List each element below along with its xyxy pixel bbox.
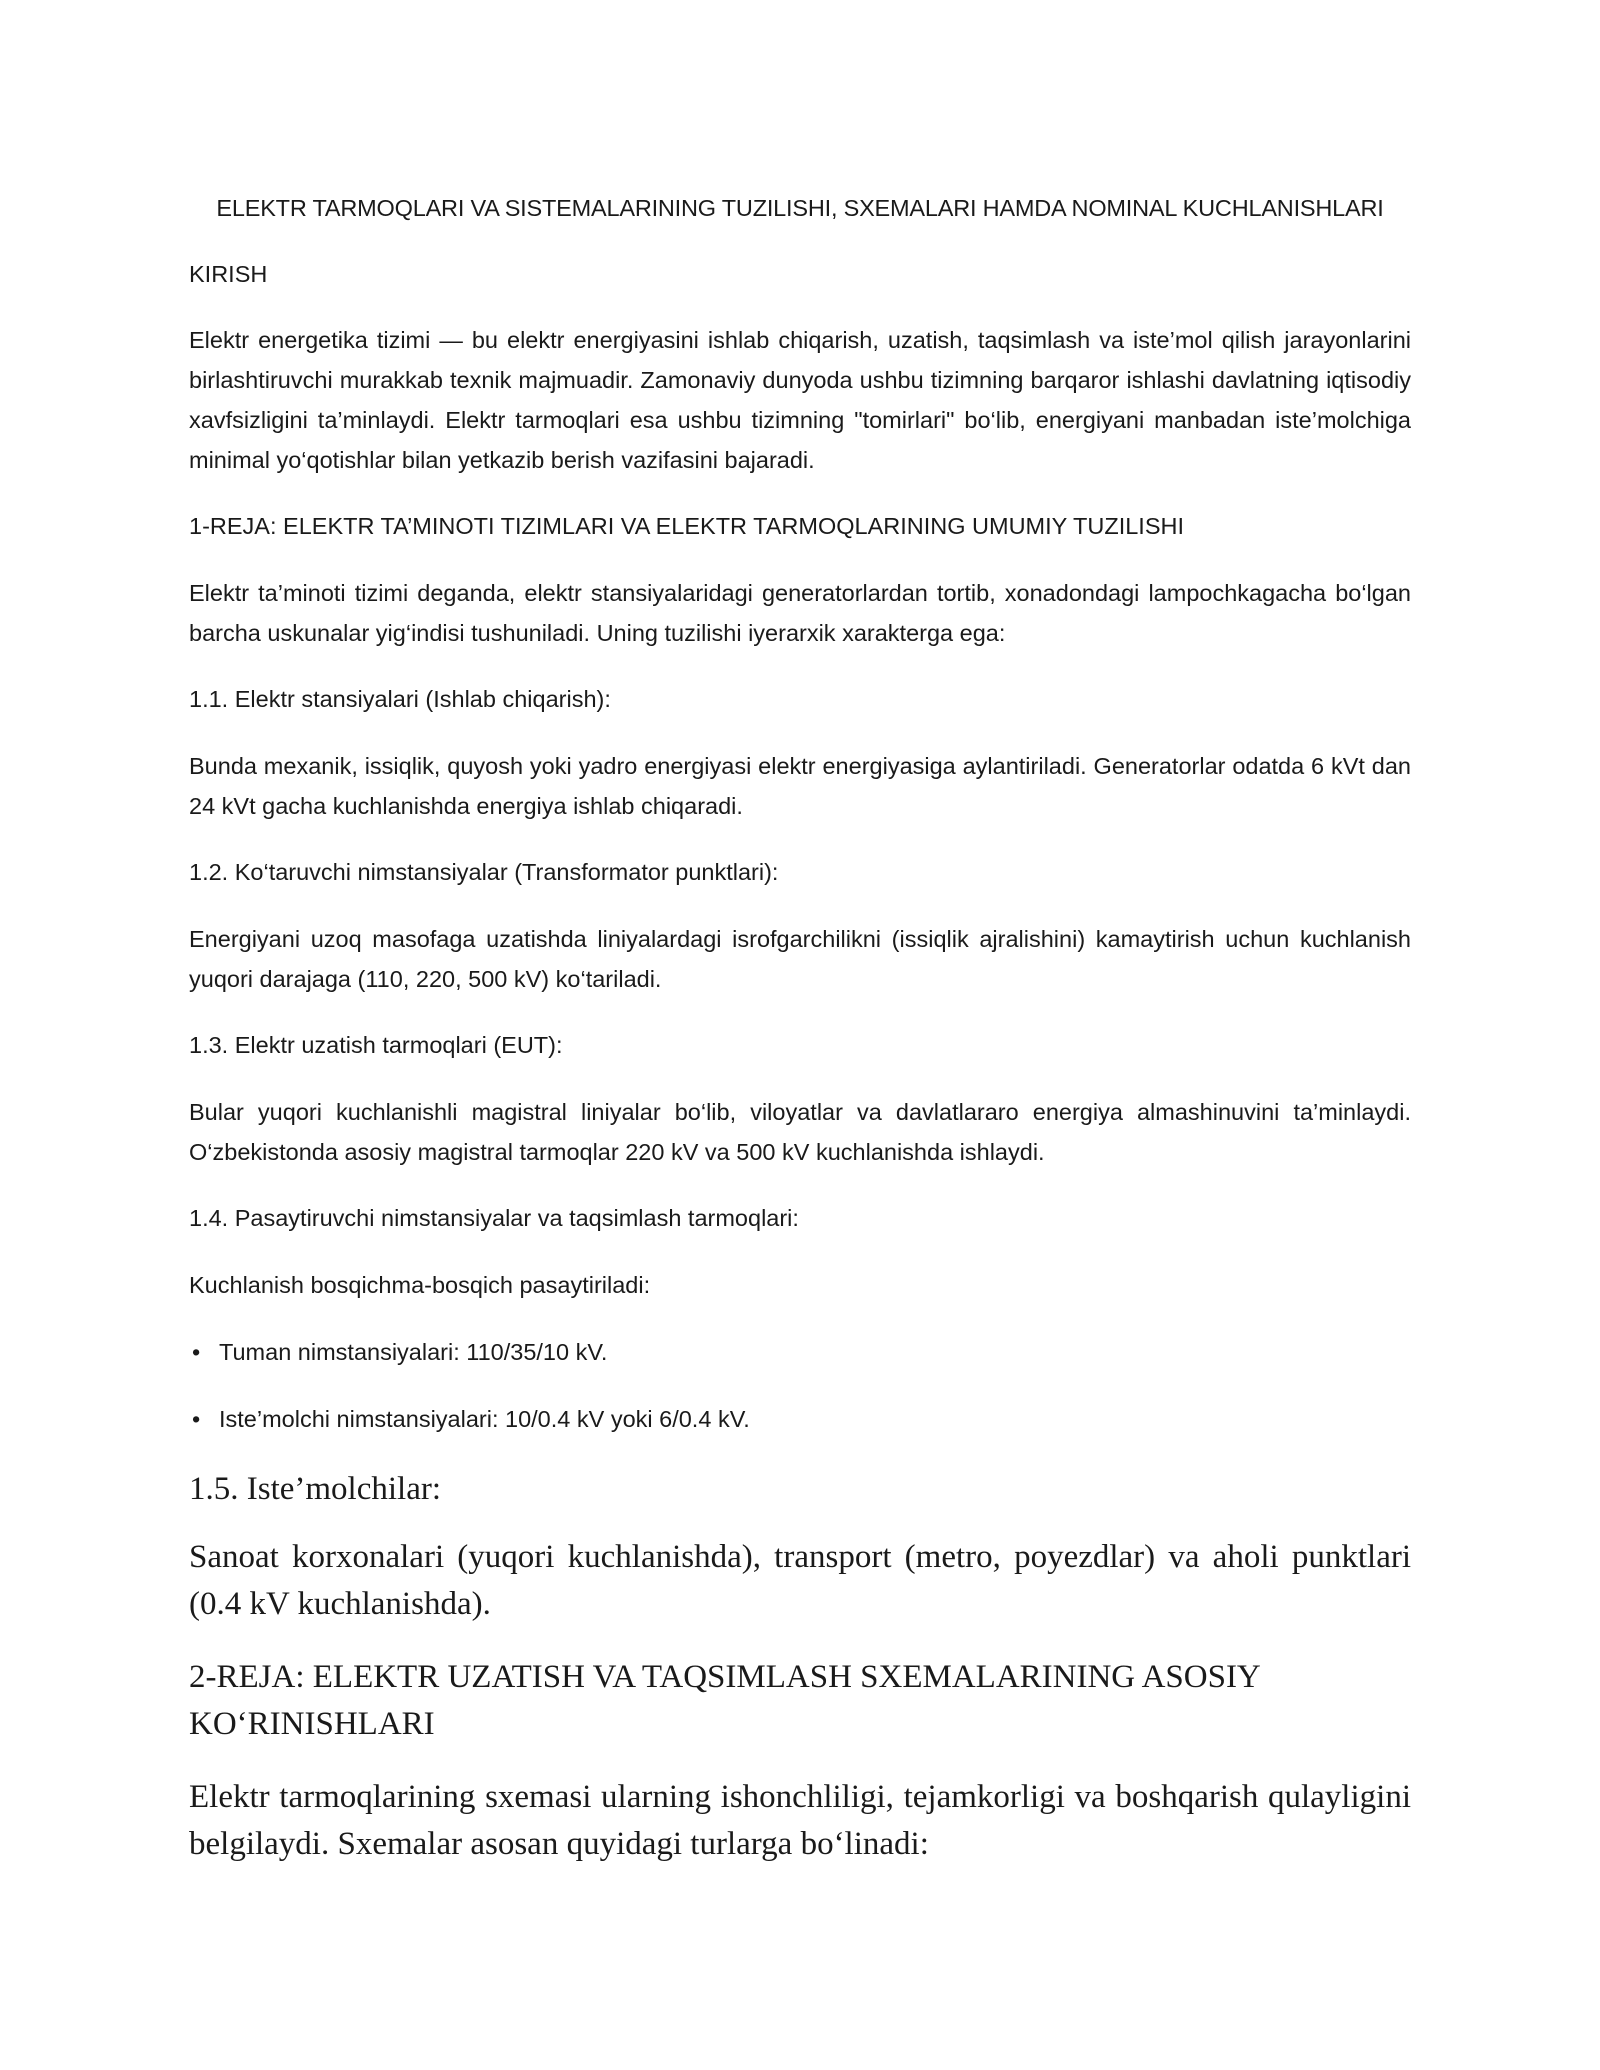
document-page xyxy=(189,188,1411,1894)
subsection-1-5-text: Sanoat korxonalari (yuqori kuchlanishda), transport (metro, poyezdlar) va aholi punktlari (0.4 kV kuchlanishda). xyxy=(189,1539,1411,1622)
bullet-list-item xyxy=(189,1399,1411,1439)
bullet-list-item xyxy=(189,1332,1411,1372)
subsection-1-1-heading: 1.1. Elektr stansiyalari (Ishlab chiqarish): xyxy=(189,686,611,712)
section-2-paragraph: Elektr tarmoqlarining sxemasi ularning ishonchliligi, tejamkorligi va boshqarish qulayligini belgilaydi. Sxemalar asosan quyidagi turlarga bo‘linadi: xyxy=(189,1779,1411,1862)
bullet-text: Tuman nimstansiyalari: 110/35/10 kV. xyxy=(219,1339,608,1365)
subsection-1-3-heading: 1.3. Elektr uzatish tarmoqlari (EUT): xyxy=(189,1032,563,1058)
subsection-1-3-text: Bular yuqori kuchlanishli magistral liniyalar bo‘lib, viloyatlar va davlatlararo energiya almashinuvini ta’minlaydi. O‘zbekistonda asosiy magistral tarmoqlar 220 kV va 500 kV kuchlanishda ishlaydi. xyxy=(189,1099,1411,1165)
subsection-1-4-text: Kuchlanish bosqichma-bosqich pasaytiriladi: xyxy=(189,1272,651,1298)
section-1-heading: 1-REJA: ELEKTR TA’MINOTI TIZIMLARI VA ELEKTR TARMOQLARINING UMUMIY TUZILISHI xyxy=(189,513,1184,539)
subsection-1-4-heading: 1.4. Pasaytiruvchi nimstansiyalar va taqsimlash tarmoqlari: xyxy=(189,1205,799,1231)
intro-heading: KIRISH xyxy=(189,261,268,287)
section-1-paragraph: Elektr ta’minoti tizimi deganda, elektr stansiyalaridagi generatorlardan tortib, xonadondagi lampochkagacha bo‘lgan barcha uskunalar yig‘indisi tushuniladi. Uning tuzilishi iyerarxik xarakterga ega: xyxy=(189,580,1411,646)
section-2-heading: 2-REJA: ELEKTR UZATISH VA TAQSIMLASH SXEMALARINING ASOSIY KO‘RINISHLARI xyxy=(189,1659,1260,1742)
subsection-1-2-text: Energiyani uzoq masofaga uzatishda liniyalardagi isrofgarchilikni (issiqlik ajralishini) kamaytirish uchun kuchlanish yuqori darajaga (110, 220, 500 kV) ko‘tariladi. xyxy=(189,926,1411,992)
document-title: ELEKTR TARMOQLARI VA SISTEMALARINING TUZILISHI, SXEMALARI HAMDA NOMINAL KUCHLANISHLARI xyxy=(216,195,1384,221)
intro-paragraph: Elektr energetika tizimi — bu elektr energiyasini ishlab chiqarish, uzatish, taqsimlash va iste’mol qilish jarayonlarini birlashtiruvchi murakkab texnik majmuadir. Zamonaviy dunyoda ushbu tizimning barqaror ishlashi davlatning iqtisodiy xavfsizligini ta’minlaydi. Elektr tarmoqlari esa ushbu tizimning "tomirlari" bo‘lib, energiyani manbadan iste’molchiga minimal yo‘qotishlar bilan yetkazib berish vazifasini bajaradi. xyxy=(189,327,1411,473)
bullet-icon: • xyxy=(192,1339,201,1365)
subsection-1-1-text: Bunda mexanik, issiqlik, quyosh yoki yadro energiyasi elektr energiyasiga aylantiriladi. Generatorlar odatda 6 kVt dan 24 kVt gacha kuchlanishda energiya ishlab chiqaradi. xyxy=(189,753,1411,819)
bullet-icon: • xyxy=(192,1406,201,1432)
bullet-text: Iste’molchi nimstansiyalari: 10/0.4 kV yoki 6/0.4 kV. xyxy=(219,1406,750,1432)
subsection-1-2-heading: 1.2. Ko‘taruvchi nimstansiyalar (Transformator punktlari): xyxy=(189,859,779,885)
subsection-1-5-heading: 1.5. Iste’molchilar: xyxy=(189,1471,442,1507)
